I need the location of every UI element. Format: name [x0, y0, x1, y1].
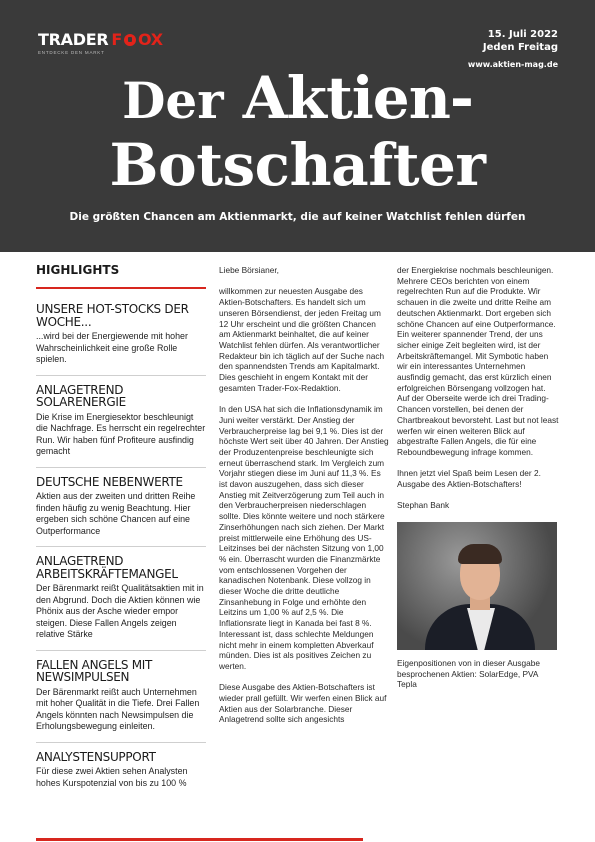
title-word-aktien: Aktien- [242, 64, 473, 132]
title-word-botschafter: Botschafter [109, 131, 486, 199]
editorial-salutation: Liebe Börsianer, [219, 265, 279, 275]
issue-frequency: Jeden Freitag [482, 42, 558, 53]
logo-tagline: ENTDECKE DEN MARKT [38, 50, 105, 55]
editorial-paragraph: der Energiekrise nochmals beschleunigen. Mehrere CEOs berichten von einem regelrechten Run auf die Produkte. Wir schauen in die zweite und dritte Reihe am deutschen Aktienmarkt. Dort ergeben sich schöne Chancen auf eine Outperformance. Ein weiterer spannender Trend, der uns sicher einige Zeit begleiten wird, ist der Arbeitskräftemangel. Mit Symbotic haben wir ein interessantes Unternehmen ausfindig gemacht, das erst kürzlich einen erfolgreichen Börsengang vollzogen hat. Auf der Oberseite werde ich drei Trading-Chancen vorstellen, bei denen der Chartbreakout bevorsteht. Last but not least werfen wir einen weiteren Blick auf abgestrafte Fallen Angels, die für eine Reboundbewegung infrage kommen. [397, 265, 559, 457]
title-word-der: Der [122, 71, 224, 130]
highlights-heading: HIGHLIGHTS [36, 263, 120, 277]
logo-text-right: OX [138, 30, 163, 49]
highlights-sidebar [36, 263, 206, 806]
highlight-text: Für diese zwei Aktien sehen Analysten hohes Kurspotenzial von bis zu 100 % [36, 766, 188, 788]
highlight-text: Die Krise im Energiesektor beschleunigt die Nachfrage. Es herrscht ein regelrechter Run. Wir haben fünf Profiteure ausfindig gemacht [36, 411, 206, 456]
editorial-paragraph: In den USA hat sich die Inflationsdynamik im Juni weiter verstärkt. Der Anstieg der Verbraucherpreise lag bei 9,1 %. Dies ist der höchste Wert seit über 40 Jahren. Der Anstieg der Produzentenpreise beschleunigte sich erneut überraschend stark. Im Vergleich zum Vorjahr stiegen diese im Juni auf 11,3 %. Es ist davon auszugehen, dass sich dieser Anstieg mit Zeitverzögerung zum Teil auch in den Verbraucherpreisen niederschlagen sollte. Dies könnte weitere und noch stärkere Zinserhöhungen nach sich ziehen. Der Markt preist mittlerweile eine Erhöhung des US-Leitzinses bei der nächsten Sitzung von 1,00 % ein. Überrascht wurden die Finanzmärkte vom entschlossenen Vorgehen der kanadischen Notenbank. Diese vollzog in dieser Woche die dritte deutliche Zinsanhebung in Folge und erhöhte den Leitzins um 1,00 % auf 2,5 %. Die Inflationsrate liegt in Kanada bei fast 8 %. Interessant ist, dass schlechte Meldungen nicht mehr in einem kompletten Abverkauf münden. Dies ist als positives Zeichen zu werten. [219, 404, 389, 671]
highlight-title: ANLAGETREND SOLARENERGIE [36, 382, 126, 409]
logo-wordmark: TRADER F OX [38, 30, 163, 49]
positions-disclosure: Eigenpositionen von in dieser Ausgabe besprochenen Aktien: SolarEdge, PVA Tepla [397, 657, 540, 690]
editor-signature: Stephan Bank [397, 500, 450, 511]
highlight-item-solarenergie[interactable] [36, 384, 206, 468]
logo-text-left: TRADER [38, 30, 109, 49]
highlight-item-arbeitskraeftemangel[interactable] [36, 555, 206, 651]
editor-portrait [397, 522, 557, 650]
highlight-title: ANALYSTENSUPPORT [36, 749, 156, 764]
highlight-item-analystensupport[interactable] [36, 751, 206, 799]
fox-icon [123, 33, 137, 47]
highlight-text: ...wird bei der Energiewende mit hoher Wahrscheinlichkeit eine große Rolle spielen. [36, 331, 188, 364]
editorial-column-2 [397, 265, 559, 690]
highlight-text: Der Bärenmarkt reißt Qualitätsaktien mit in den Abgrund. Doch die Aktien können wie Phönix aus der Asche wieder empor steigen. Diese Fallen Angels zeigen relative Stärke [36, 583, 204, 639]
highlight-title: DEUTSCHE NEBENWERTE [36, 474, 183, 489]
highlight-item-nebenwerte[interactable] [36, 476, 206, 548]
highlight-title: UNSERE HOT-STOCKS DER WOCHE... [36, 302, 189, 329]
issue-date: 15. Juli 2022 [487, 29, 558, 40]
highlight-item-hot-stocks[interactable] [36, 303, 206, 376]
footer-divider [36, 838, 363, 841]
traderfox-logo[interactable] [38, 30, 163, 55]
masthead [0, 0, 595, 252]
highlight-text: Aktien aus der zweiten und dritten Reihe finden häufig zu wenig Beachtung. Hier ergeben sich schöne Chancen auf eine Outperformance [36, 491, 196, 536]
magazine-subtitle: Die größten Chancen am Aktienmarkt, die auf keiner Watchlist fehlen dürfen [69, 211, 526, 223]
magazine-title [0, 66, 595, 197]
issue-info [483, 28, 558, 54]
highlight-item-fallen-angels[interactable] [36, 659, 206, 743]
editorial-paragraph: willkommen zur neuesten Ausgabe des Aktien-Botschafters. Es handelt sich um unseren Börsendienst, der jeden Freitag um 12 Uhr erscheint und die größten Chancen am Aktienmarkt beinhaltet, die auf keiner Watchlist fehlen dürfen. Als verantwortlicher Redakteur bin ich täglich auf der Suche nach den spannendsten Trends am Kapitalmarkt. Dies geschieht in engem Kontakt mit der gesamten Trader-Fox-Redaktion. [219, 286, 385, 393]
editorial-closing: Ihnen jetzt viel Spaß beim Lesen der 2. Ausgabe des Aktien-Botschafters! [397, 468, 541, 490]
highlight-title: FALLEN ANGELS MIT NEWSIMPULSEN [36, 657, 153, 684]
highlight-text: Der Bärenmarkt reißt auch Unternehmen mit hoher Qualität in die Tiefe. Drei Fallen Angels könnten nach Newsimpulsen die Erholungsbewegung einleiten. [36, 686, 200, 731]
highlights-divider [36, 287, 206, 289]
editorial-paragraph: Diese Ausgabe des Aktien-Botschafters ist wieder prall gefüllt. Wir werfen einen Blick auf Aktien aus der Solarbranche. Dieser Anlagetrend sollte sich angesichts [219, 682, 387, 725]
highlight-title: ANLAGETREND ARBEITSKRÄFTEMANGEL [36, 554, 178, 581]
editorial-column-1 [219, 265, 389, 736]
website-link[interactable]: www.aktien-mag.de [467, 60, 558, 69]
